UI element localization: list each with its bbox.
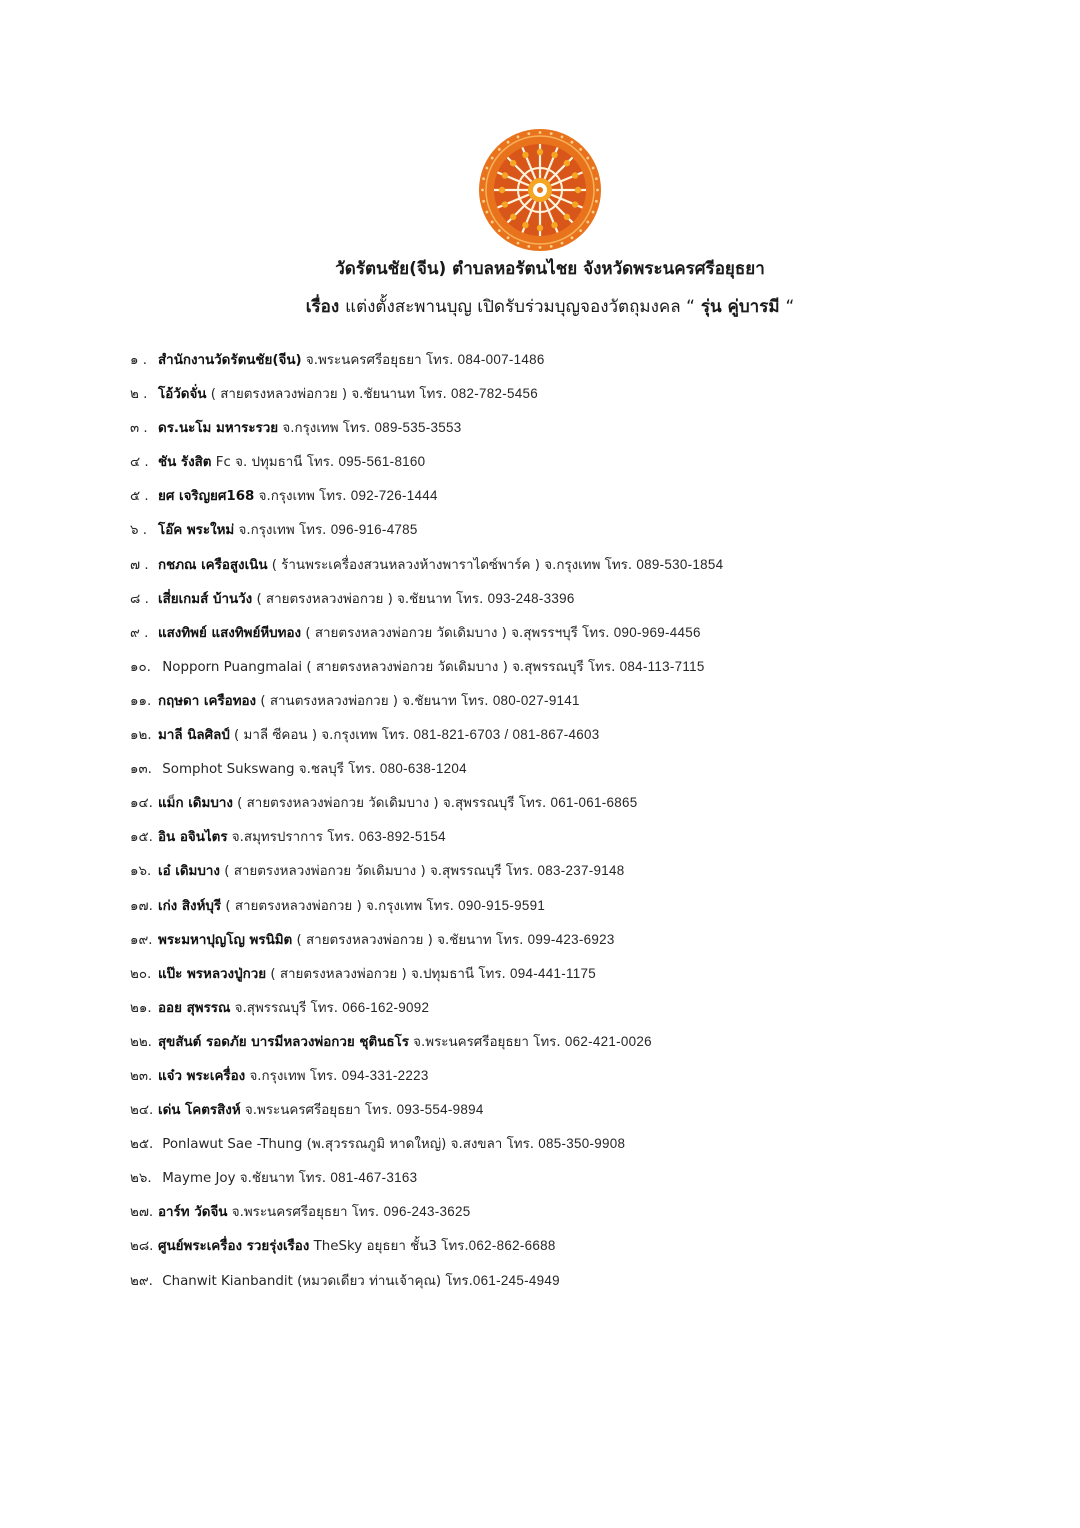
entry-num: ๖ . <box>130 523 148 539</box>
entry-name: โอ๊ค พระใหม่ <box>158 523 235 539</box>
entry-name: อาร์ท วัดจีน <box>158 1205 228 1221</box>
list-item <box>130 380 1030 414</box>
entry-phone: 099-423-6923 <box>527 931 615 947</box>
entry-num: ๑๗. <box>130 898 153 914</box>
entry-phone: 082-782-5456 <box>451 386 538 402</box>
entry-phone: 081-821-6703 / 081-867-4603 <box>413 727 600 743</box>
entry-num: ๒๓. <box>130 1068 153 1084</box>
entry-num: ๑๐. <box>130 659 151 675</box>
entry-phone: 090-915-9591 <box>458 897 546 913</box>
list-item <box>130 482 1030 516</box>
list-item <box>130 789 1030 823</box>
entry-detail: Ponlawut Sae -Thung (พ.สุวรรณภูมิ หาดใหญ่) จ.สงขลา โทร. <box>158 1137 539 1153</box>
entry-phone: 084-113-7115 <box>619 658 705 674</box>
list-item <box>130 926 1030 960</box>
list-item <box>130 1164 1030 1198</box>
entry-phone: 080-027-9141 <box>492 692 580 708</box>
entry-detail: จ.พระนครศรีอยุธยา โทร. <box>301 353 458 368</box>
entry-num: ๒๘. <box>130 1239 154 1255</box>
entry-detail: ( สายตรงหลวงพ่อกวย วัดเดิมบาง ) จ.สุพรรณบุรี โทร. <box>232 796 551 812</box>
entry-phone: 085-350-9908 <box>538 1136 626 1152</box>
list-item <box>130 414 1030 448</box>
entry-name: สำนักงานวัดรัตนชัย(จีน) <box>158 353 302 368</box>
entry-detail: จ.สุพรรณบุรี โทร. <box>230 1000 343 1016</box>
entry-name: สุขสันต์ รอดภัย บารมีหลวงพ่อกวย ชุตินธโร <box>158 1034 409 1050</box>
entry-phone: 080-638-1204 <box>379 761 467 777</box>
entry-name: ศูนย์พระเครื่อง รวยรุ่งเรือง <box>158 1239 310 1255</box>
subject-label: เรื่อง <box>305 297 340 317</box>
entry-name: เด่น โคตรสิงห์ <box>158 1103 241 1119</box>
entry-detail: ( สายตรงหลวงพ่อกวย วัดเดิมบาง ) จ.สุพรรฯบุรี โทร. <box>301 625 614 641</box>
entry-detail: ( สายตรงหลวงพ่อกวย ) จ.ปทุมธานี โทร. <box>266 966 511 982</box>
list-item <box>130 448 1030 482</box>
list-item <box>130 1096 1030 1130</box>
list-item <box>130 516 1030 550</box>
entry-phone: 096-243-3625 <box>383 1204 471 1220</box>
entry-detail: ( สายตรงหลวงพ่อกวย วัดเดิมบาง ) จ.สุพรรณบุรี โทร. <box>219 864 538 880</box>
entry-detail: จ.พระนครศรีอยุธยา โทร. <box>240 1103 397 1119</box>
list-item <box>130 755 1030 789</box>
entry-num: ๑๕. <box>130 830 153 846</box>
entry-detail: ( สายตรงหลวงพ่อกวย ) จ.ชัยนาท โทร. <box>252 591 488 607</box>
entry-num: ๒๒. <box>130 1034 152 1050</box>
entry-name: แป๊ะ พรหลวงปู่กวย <box>158 966 267 982</box>
entry-phone: 094-441-1175 <box>510 965 597 981</box>
entry-phone: 092-726-1444 <box>350 488 438 504</box>
entry-name: เก่ง สิงห์บุรี <box>158 898 222 914</box>
entry-phone: 061-061-6865 <box>550 795 638 811</box>
entry-num: ๒๔. <box>130 1103 154 1119</box>
entry-phone: 084-007-1486 <box>457 352 545 367</box>
entry-phone: 062-421-0026 <box>564 1033 652 1049</box>
entry-phone: 061-245-4949 <box>472 1272 560 1288</box>
entry-name: โอ้วัดจั่น <box>158 387 207 403</box>
list-item <box>130 823 1030 857</box>
entry-num: ๘ . <box>130 591 149 607</box>
entry-detail: ( สายตรงหลวงพ่อกวย ) จ.กรุงเทพ โทร. <box>221 898 459 914</box>
entry-num: ๑๙. <box>130 932 153 948</box>
subject-text: แต่งตั้งสะพานบุญ เปิดรับร่วมบุญจองวัตถุมงคล “ <box>345 297 695 317</box>
entry-name: พระมหาปุญโญ พรนิมิต <box>158 932 293 948</box>
entry-phone: 093-554-9894 <box>396 1102 484 1118</box>
entry-phone: 094-331-2223 <box>341 1067 429 1083</box>
list-item <box>130 857 1030 891</box>
list-item <box>130 1267 1030 1301</box>
subject-line <box>0 293 1080 320</box>
entry-num: ๑๓. <box>130 762 152 778</box>
entry-detail: จ.พระนครศรีอยุธยา โทร. <box>227 1205 384 1221</box>
entry-detail: จ.กรุงเทพ โทร. <box>278 421 375 437</box>
entry-detail: จ.กรุงเทพ โทร. <box>245 1068 342 1084</box>
entry-name: กชภณ เครือสูงเนิน <box>158 557 268 573</box>
entry-detail: ( ร้านพระเครื่องสวนหลวงห้างพาราไดซ์พาร์ค ) จ.กรุงเทพ โทร. <box>267 557 637 573</box>
entry-phone: 066-162-9092 <box>342 999 430 1015</box>
entry-detail: จ.กรุงเทพ โทร. <box>234 523 331 539</box>
list-item <box>130 960 1030 994</box>
entry-num: ๑๖. <box>130 864 152 880</box>
list-item <box>130 1130 1030 1164</box>
list-item <box>130 1198 1030 1232</box>
entry-num: ๒๗. <box>130 1205 154 1221</box>
entry-num: ๒๙. <box>130 1273 153 1289</box>
entry-num: ๑ . <box>130 353 148 368</box>
entry-name: เสี่ยเกมส์ บ้านวัง <box>158 591 253 607</box>
entry-name: ชัน รังสิต <box>158 455 212 471</box>
dharma-wheel-icon <box>478 128 602 252</box>
entry-detail: จ.พระนครศรีอยุธยา โทร. <box>408 1034 565 1050</box>
list-item <box>130 994 1030 1028</box>
entry-detail: Chanwit Kianbandit (หมวดเดียว ท่านเจ้าคุณ) โทร. <box>158 1273 473 1289</box>
list-item <box>130 1062 1030 1096</box>
list-item <box>130 721 1030 755</box>
entry-num: ๒๖. <box>130 1171 152 1187</box>
entry-phone: 063-892-5154 <box>358 829 446 845</box>
entry-detail: Mayme Joy จ.ชัยนาท โทร. <box>158 1171 331 1187</box>
list-item <box>130 687 1030 721</box>
entry-num: ๔ . <box>130 455 149 471</box>
entry-phone: 081-467-3163 <box>330 1170 418 1186</box>
entry-detail: จ.สมุทรปราการ โทร. <box>227 830 359 846</box>
entry-detail: ( สานตรงหลวงพ่อกวย ) จ.ชัยนาท โทร. <box>256 693 493 709</box>
temple-title: วัดรัตนชัย(จีน) ตำบลหอรัตนไชย จังหวัดพระนครศรีอยุธยา <box>335 259 765 279</box>
list-item <box>130 346 1030 380</box>
entry-detail: ( สายตรงหลวงพ่อกวย ) จ.ชัยนานท โทร. <box>206 387 451 403</box>
entry-detail: Fc จ. ปทุมธานี โทร. <box>211 455 339 471</box>
entry-name: อิน อจินไตร <box>158 830 228 846</box>
list-item <box>130 1028 1030 1062</box>
entry-name: ยศ เจริญยศ168 <box>158 489 255 505</box>
list-item <box>130 585 1030 619</box>
entry-detail: TheSky อยุธยา ชั้น3 โทร. <box>309 1239 469 1255</box>
entry-num: ๙ . <box>130 625 149 641</box>
contact-list <box>130 346 1030 1301</box>
subject-close: “ <box>785 297 795 317</box>
list-item <box>130 1232 1030 1266</box>
list-item <box>130 619 1030 653</box>
entry-num: ๗ . <box>130 557 149 573</box>
entry-detail: Somphot Sukswang จ.ชลบุรี โทร. <box>158 762 380 778</box>
entry-name: เอ๋ เดิมบาง <box>158 864 220 880</box>
entry-name: กฤษดา เครือทอง <box>158 693 257 709</box>
entry-detail: ( มาลี ซีคอน ) จ.กรุงเทพ โทร. <box>229 728 414 744</box>
entry-num: ๑๔. <box>130 796 153 812</box>
entry-num: ๓ . <box>130 421 148 437</box>
entry-name: แสงทิพย์ แสงทิพย์หีบทอง <box>158 625 302 641</box>
entry-detail: Nopporn Puangmalai ( สายตรงหลวงพ่อกวย วัดเดิมบาง ) จ.สุพรรณบุรี โทร. <box>158 659 620 675</box>
list-item <box>130 892 1030 926</box>
entry-phone: 083-237-9148 <box>537 863 625 879</box>
entry-phone: 090-969-4456 <box>613 624 701 640</box>
entry-phone: 089-535-3553 <box>374 420 462 436</box>
entry-num: ๒๕. <box>130 1137 154 1153</box>
entry-phone: 062-862-6688 <box>468 1238 556 1254</box>
entry-num: ๒ . <box>130 387 148 403</box>
entry-phone: 089-530-1854 <box>636 556 724 572</box>
subject-series: รุ่น คู่บารมี <box>700 297 780 317</box>
entry-name: แจ๋ว พระเครื่อง <box>158 1068 246 1084</box>
entry-num: ๒๐. <box>130 966 152 982</box>
entry-num: ๑๒. <box>130 728 152 744</box>
entry-name: ดร.นะโม มหาระรวย <box>158 421 279 437</box>
entry-name: แม็ก เดิมบาง <box>158 796 233 812</box>
entry-phone: 096-916-4785 <box>330 522 418 538</box>
list-item <box>130 653 1030 687</box>
entry-detail: จ.กรุงเทพ โทร. <box>254 489 351 505</box>
entry-num: ๕ . <box>130 489 149 505</box>
entry-phone: 095-561-8160 <box>338 454 426 470</box>
entry-num: ๑๑. <box>130 693 152 709</box>
entry-name: มาลี นิลศิลป์ <box>158 728 230 744</box>
entry-phone: 093-248-3396 <box>487 590 575 606</box>
entry-name: ออย สุพรรณ <box>158 1000 231 1016</box>
entry-detail: ( สายตรงหลวงพ่อกวย ) จ.ชัยนาท โทร. <box>292 932 528 948</box>
entry-num: ๒๑. <box>130 1000 152 1016</box>
list-item <box>130 551 1030 585</box>
